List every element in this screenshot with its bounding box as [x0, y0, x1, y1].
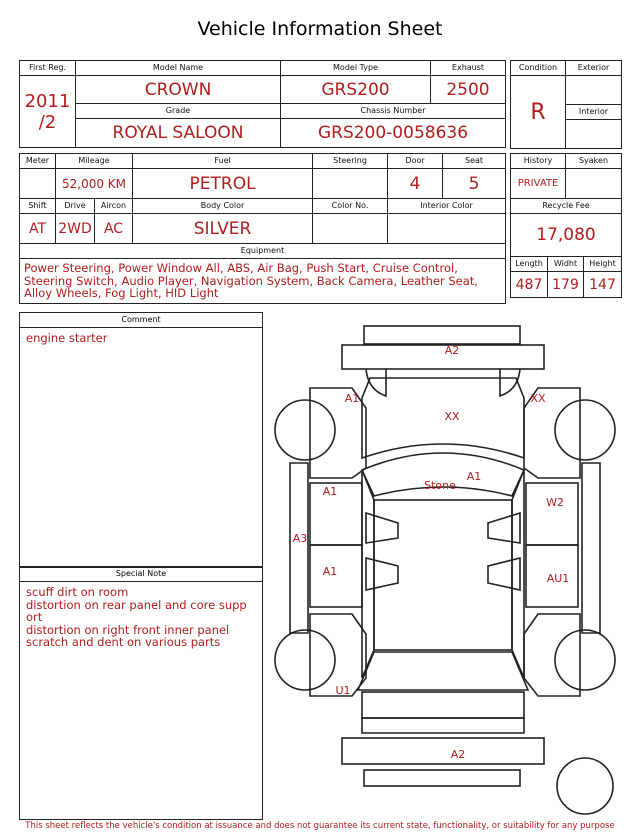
door-label: Door: [388, 154, 443, 169]
meter-value: [20, 169, 56, 199]
rear-window-shape: [358, 652, 528, 690]
model-type-value: GRS200: [281, 76, 431, 104]
seat-label: Seat: [443, 154, 506, 169]
body-color-value: SILVER: [133, 214, 313, 244]
equipment-label: Equipment: [20, 244, 506, 259]
history-value: PRIVATE: [511, 169, 566, 199]
height-value: 147: [584, 272, 622, 298]
damage-mark: AU1: [546, 572, 570, 585]
interior-color-value: [388, 214, 506, 244]
right-pillar-shape: [512, 470, 524, 678]
special-note-text: scuff dirt on room distortion on rear panel and core supp ort distortion on right front inner panel scratch and dent on various parts: [26, 585, 247, 649]
vehicle-main-table: [19, 60, 506, 148]
damage-mark: A2: [444, 344, 460, 357]
special-note-box: [19, 566, 263, 820]
length-value: 487: [511, 272, 548, 298]
model-type-label: Model Type: [281, 61, 431, 76]
left-pillar-shape: [362, 470, 374, 678]
left-rear-window-shape: [366, 558, 398, 590]
drive-label: Drive: [56, 199, 95, 214]
damage-mark: Stone: [424, 479, 456, 492]
exterior-label: Exterior: [566, 61, 622, 76]
exterior-value: [566, 76, 622, 105]
first-reg-label: First Reg.: [20, 61, 76, 76]
car-damage-diagram: [270, 318, 620, 818]
rear-bumper-shape: [342, 738, 544, 764]
mileage-value: 52,000 KM: [56, 169, 133, 199]
exhaust-value: 2500: [431, 76, 506, 104]
vehicle-spec-table: [19, 153, 506, 304]
condition-value: R: [511, 76, 566, 149]
damage-mark: A1: [322, 565, 338, 578]
grade-label: Grade: [76, 104, 281, 119]
model-name-label: Model Name: [76, 61, 281, 76]
special-note-label: Special Note: [20, 567, 262, 582]
model-name-value: CROWN: [76, 76, 281, 104]
shift-value: AT: [20, 214, 56, 244]
left-front-wheel-shape: [275, 400, 335, 460]
condition-table: [510, 60, 622, 149]
damage-mark: U1: [335, 684, 351, 697]
right-rear-wheel-shape: [555, 630, 615, 690]
fuel-value: PETROL: [133, 169, 313, 199]
comment-box: [19, 312, 263, 568]
length-label: Length: [511, 257, 548, 272]
left-rear-wheel-shape: [275, 630, 335, 690]
left-rocker-shape: [290, 463, 308, 633]
rear-bumper-lower-shape: [364, 770, 520, 786]
right-front-wheel-shape: [555, 400, 615, 460]
damage-mark: A2: [450, 748, 466, 761]
steering-label: Steering: [313, 154, 388, 169]
trunk-shape: [362, 692, 524, 718]
right-quarter-shape: [524, 614, 580, 696]
right-rear-window-shape: [488, 558, 520, 590]
first-reg-value: [20, 76, 76, 148]
first-reg-month: /2: [38, 111, 57, 133]
right-front-door-shape: [526, 483, 578, 545]
right-front-window-shape: [488, 513, 520, 543]
color-no-label: Color No.: [313, 199, 388, 214]
damage-mark: A1: [344, 392, 360, 405]
recycle-fee-label: Recycle Fee: [511, 199, 622, 214]
door-value: 4: [388, 169, 443, 199]
syaken-label: Syaken: [566, 154, 622, 169]
seat-value: 5: [443, 169, 506, 199]
front-bumper-shape: [364, 326, 520, 344]
drive-value: 2WD: [56, 214, 95, 244]
shift-label: Shift: [20, 199, 56, 214]
damage-mark: XX: [444, 410, 460, 423]
syaken-value: [566, 169, 622, 199]
history-table: [510, 153, 622, 298]
height-label: Height: [584, 257, 622, 272]
width-value: 179: [548, 272, 584, 298]
body-color-label: Body Color: [133, 199, 313, 214]
right-rocker-shape: [582, 463, 600, 633]
equipment-value: Power Steering, Power Window All, ABS, Air Bag, Push Start, Cruise Control, Steering Switch, Audio Player, Navigation System, Back Camera, Leather Seat, Alloy Wheels, Fog Light, HID Light: [20, 259, 506, 304]
chassis-number-label: Chassis Number: [281, 104, 506, 119]
spare-tire-shape: [557, 758, 613, 814]
aircon-label: Aircon: [95, 199, 133, 214]
history-label: History: [511, 154, 566, 169]
rear-panel-shape: [362, 718, 524, 733]
condition-label: Condition: [511, 61, 566, 76]
color-no-value: [313, 214, 388, 244]
fuel-label: Fuel: [133, 154, 313, 169]
steering-value: [313, 169, 388, 199]
damage-mark: XX: [530, 392, 546, 405]
recycle-fee-value: 17,080: [511, 214, 622, 257]
interior-label: Interior: [566, 105, 622, 120]
meter-label: Meter: [20, 154, 56, 169]
damage-mark: A1: [322, 485, 338, 498]
left-front-window-shape: [366, 513, 398, 543]
page-title: Vehicle Information Sheet: [197, 18, 443, 40]
damage-mark: A3: [292, 532, 308, 545]
comment-label: Comment: [20, 313, 262, 328]
damage-mark: A1: [466, 470, 482, 483]
width-label: Widht: [548, 257, 584, 272]
damage-mark: W2: [546, 496, 564, 509]
disclaimer-footer: This sheet reflects the vehicle's condition at issuance and does not guarantee its current state, functionality, or suitability for any purpose: [25, 821, 615, 831]
grade-value: ROYAL SALOON: [76, 119, 281, 148]
interior-value: [566, 120, 622, 149]
chassis-number-value: GRS200-0058636: [281, 119, 506, 148]
mileage-label: Mileage: [56, 154, 133, 169]
comment-text: engine starter: [26, 331, 108, 345]
interior-color-label: Interior Color: [388, 199, 506, 214]
exhaust-label: Exhaust: [431, 61, 506, 76]
aircon-value: AC: [95, 214, 133, 244]
first-reg-year: 2011: [24, 90, 71, 112]
front-bumper-lower-shape: [342, 345, 544, 369]
